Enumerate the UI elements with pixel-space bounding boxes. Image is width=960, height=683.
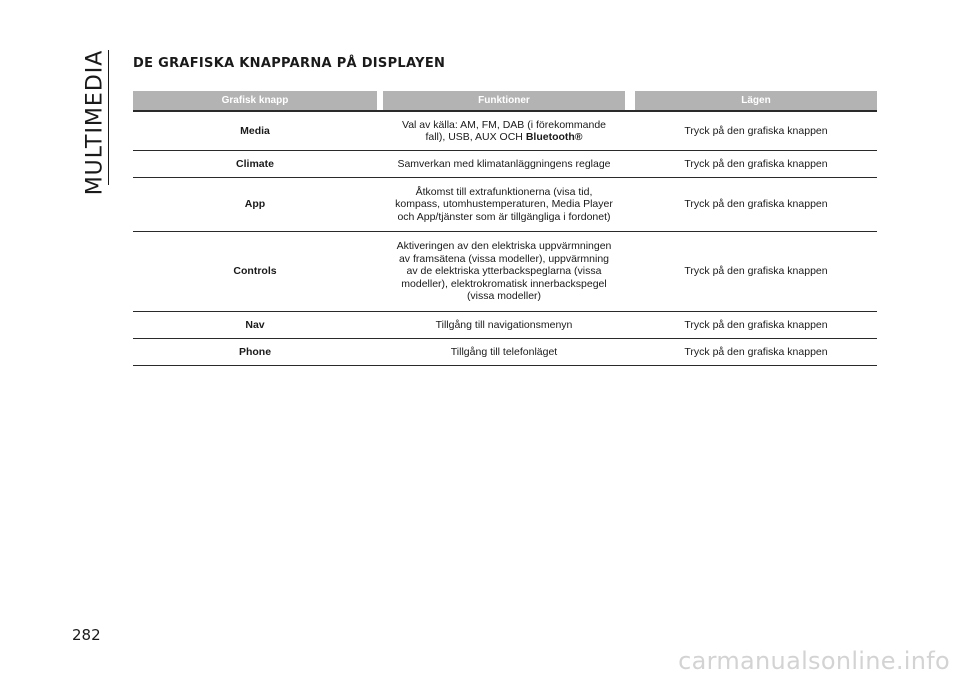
table-row [133,339,877,366]
table-header [133,91,877,112]
function-line-text: av framsätena (vissa modeller), uppvärmning [398,252,610,265]
function-text [402,119,606,144]
cell-gap [625,112,635,150]
chapter-title [80,49,110,196]
cell-mode: Tryck på den grafiska knappen [684,265,828,278]
cell-mode: Tryck på den grafiska knappen [684,318,828,331]
table-row [133,178,877,232]
cell-function [383,112,625,150]
function-line [397,278,612,291]
function-line-text: (vissa modeller) [466,290,542,303]
cell-gap [625,151,635,177]
function-line-text: modeller), elektrokromatisk innerbackspegel [401,277,607,290]
function-line-text: Åtkomst till extrafunktionerna (visa tid, [415,185,593,198]
function-line [397,253,612,266]
cell-gap [625,339,635,365]
header-lagen: Lägen [635,91,877,112]
cell-button-name: Phone [238,345,272,358]
function-line [436,319,573,332]
cell-button-name: Climate [236,157,274,170]
function-text [436,319,573,332]
cell-mode: Tryck på den grafiska knappen [684,157,828,170]
cell-gap [625,312,635,338]
function-text [397,158,610,171]
function-line [397,158,610,171]
header-grafisk-knapp: Grafisk knapp [133,91,377,112]
function-line-text: Tillgång till navigationsmenyn [435,318,573,331]
cell-mode: Tryck på den grafiska knappen [684,345,828,358]
function-line [397,240,612,253]
function-line [451,346,557,359]
function-line [395,198,613,211]
function-bold-text: Bluetooth® [525,131,583,143]
section-title: DE GRAFISKA KNAPPARNA PÅ DISPLAYEN [133,56,446,71]
cell-button-name: Nav [245,318,265,331]
cell-function [383,151,625,177]
cell-function [383,232,625,311]
function-text [451,346,557,359]
cell-gap [625,232,635,311]
function-line-text: Tillgång till telefonläget [450,345,558,358]
table-row [133,312,877,339]
cell-function [383,312,625,338]
table-row [133,151,877,178]
cell-mode: Tryck på den grafiska knappen [684,124,828,137]
function-line [397,290,612,303]
function-line [402,119,606,132]
function-line [402,131,606,144]
function-line [395,211,613,224]
cell-gap [625,178,635,231]
header-gap [625,91,635,112]
function-line-text: av de elektriska ytterbackspeglarna (vissa [406,265,602,278]
cell-function [383,339,625,365]
watermark: carmanualsonline.info [678,647,950,675]
page-number: 282 [72,626,101,644]
buttons-table [133,91,877,366]
table-body [133,112,877,366]
function-line-text: Aktiveringen av den elektriska uppvärmningen [396,240,612,253]
header-funktioner: Funktioner [383,91,625,112]
table-row [133,112,877,151]
function-line-text: Samverkan med klimatanläggningens reglage [397,157,611,170]
function-line-text: Val av källa: AM, FM, DAB (i förekommande [401,118,607,131]
chapter-divider [108,50,109,185]
cell-button-name: Media [240,124,270,137]
function-text [397,240,612,303]
cell-button-name: App [244,198,266,211]
function-line [395,186,613,199]
function-text [395,186,613,224]
function-line-text: och App/tjänster som är tillgängliga i fordonet) [397,210,611,223]
cell-button-name: Controls [233,265,277,278]
cell-function [383,178,625,231]
function-line-text: fall), USB, AUX OCH [425,131,523,143]
chapter-title-text: MULTIMEDIA [82,49,108,196]
function-line [397,265,612,278]
function-line-text: kompass, utomhustemperaturen, Media Player [395,198,613,211]
table-row [133,232,877,312]
cell-mode: Tryck på den grafiska knappen [684,198,828,211]
